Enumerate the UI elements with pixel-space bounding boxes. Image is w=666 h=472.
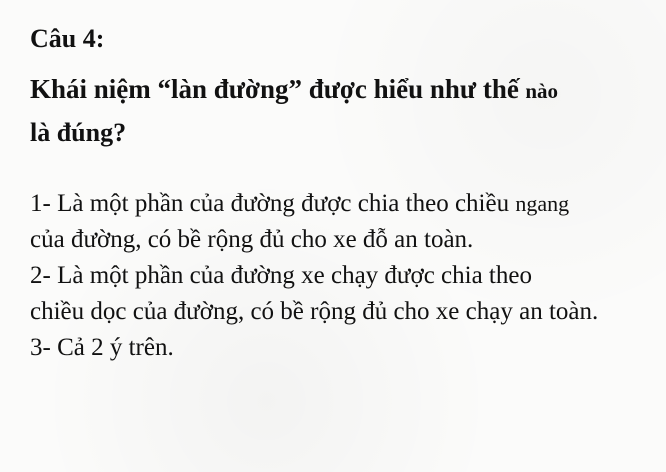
answer-options [30,186,656,366]
answer-option-1-tight: ngang [515,191,570,216]
answer-option-3-main: 3- Cả 2 ý trên. [30,334,174,361]
question-text-end: là đúng? [30,118,127,147]
answer-option-2 [30,258,656,330]
question-number: Câu 4: [30,24,105,53]
answer-option-1 [30,186,656,258]
answer-option-1-rest: của đường, có bề rộng đủ cho xe đỗ an toàn. [30,226,474,253]
question-text-tail: nào [525,79,559,103]
answer-option-3 [30,330,656,366]
answer-option-1-main: 1- Là một phần của đường được chia theo chiều [30,190,510,217]
answer-option-2-main: 2- Là một phần của đường xe chạy được chia theo [30,262,532,289]
question-text-lead: Khái niệm “làn đường” được hiểu như thế [30,74,519,104]
answer-option-2-rest: chiều dọc của đường, có bề rộng đủ cho xe chạy an toàn. [30,298,599,325]
question-text [30,68,662,154]
